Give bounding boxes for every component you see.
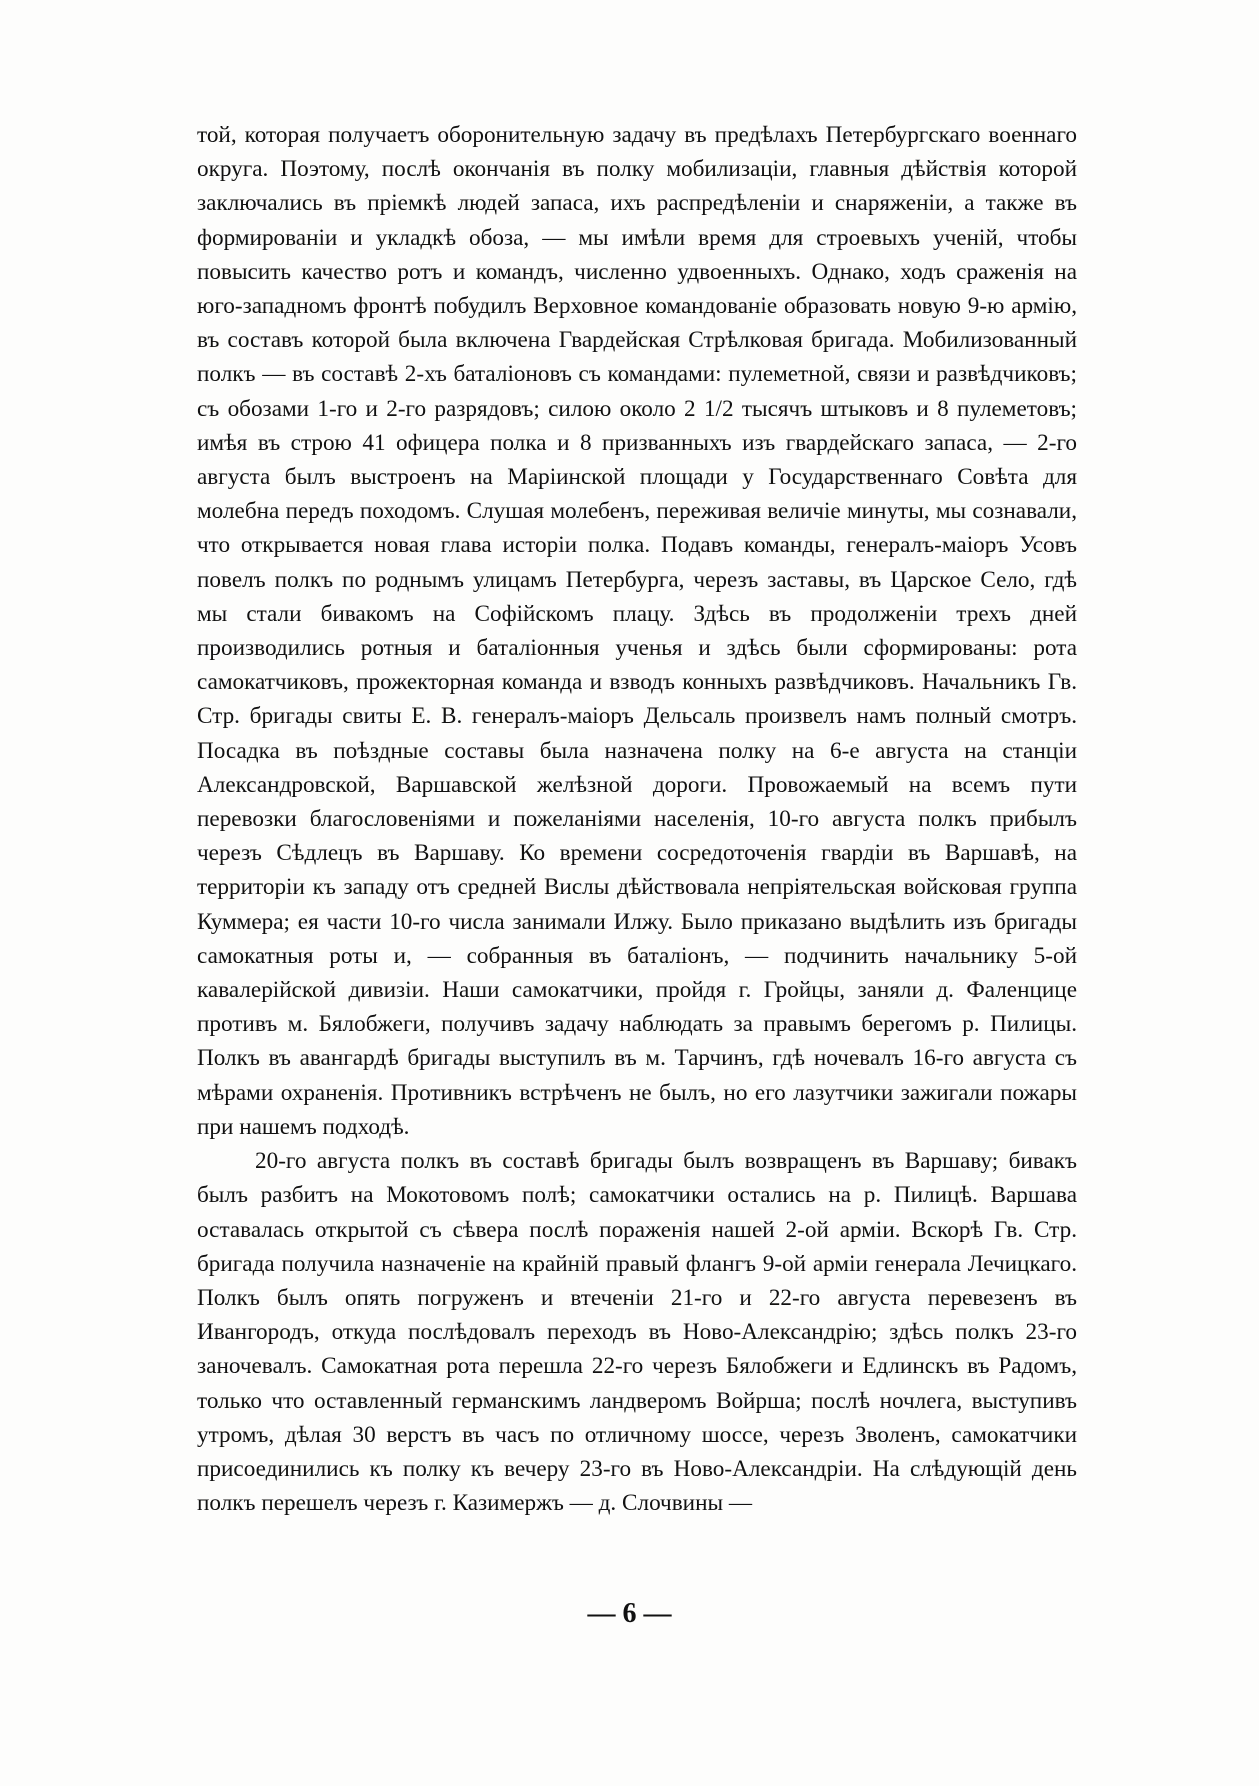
paragraph-1: той, которая получаетъ оборонительную задачу въ предѣлахъ Петербургскаго военнаго округа. Поэтому, послѣ окончанія въ полку мобилизаціи, главныя дѣйствія которой заключались въ пріемкѣ людей запаса, ихъ распредѣленіи и снаряженіи, а также въ формированіи и укладкѣ обоза, — мы имѣли время для строевыхъ ученій, чтобы повысить качество ротъ и командъ, численно удвоенныхъ. Однако, ходъ сраженія на юго-западномъ фронтѣ побудилъ Верховное командованіе образовать новую 9-ю армію, въ составъ которой была включена Гвардейская Стрѣлковая бригада. Мобилизованный полкъ — въ составѣ 2-хъ баталіоновъ съ командами: пулеметной, связи и развѣдчиковъ; съ обозами 1-го и 2-го разрядовъ; силою около 2 1/2 тысячъ штыковъ и 8 пулеметовъ; имѣя въ строю 41 офицера полка и 8 призванныхъ изъ гвардейскаго запаса, — 2-го августа былъ выстроенъ на Маріинской площади у Государственнаго Совѣта для молебна передъ походомъ. Слушая молебенъ, переживая величіе минуты, мы сознавали, что открывается новая глава исторіи полка. Подавъ команды, генералъ-маіоръ Усовъ повелъ полкъ по роднымъ улицамъ Петербурга, черезъ заставы, въ Царское Село, гдѣ мы стали бивакомъ на Софійскомъ плацу. Здѣсь въ продолженіи трехъ дней производились ротныя и баталіонныя ученья и здѣсь были сформированы: рота самокатчиковъ, прожекторная команда и взводъ конныхъ развѣдчиковъ. Начальникъ Гв. Стр. бригады свиты Е. В. генералъ-маіоръ Дельсаль произвелъ намъ полный смотръ. Посадка въ поѣздные составы была назначена полку на 6-е августа на станціи Александровской, Варшавской желѣзной дороги. Провожаемый на всемъ пути перевозки благословеніями и пожеланіями населенія, 10-го августа полкъ прибылъ черезъ Сѣдлецъ въ Варшаву. Ко времени сосредоточенія гвардіи въ Варшавѣ, на территоріи къ западу отъ средней Вислы дѣйствовала непріятельская войсковая группа Куммера; ея части 10-го числа занимали Илжу. Было приказано выдѣлить изъ бригады самокатныя роты и, — собранныя въ баталіонъ, — подчинить начальнику 5-ой кавалерійской дивизіи. Наши самокатчики, пройдя г. Гройцы, заняли д. Фаленцице противъ м. Бялобжеги, получивъ задачу наблюдать за правымъ берегомъ р. Пилицы. Полкъ въ авангардѣ бригады выступилъ въ м. Тарчинъ, гдѣ ночевалъ 16-го августа съ мѣрами охраненія. Противникъ встрѣченъ не былъ, но его лазутчики зажигали пожары при нашемъ подходѣ. — [197, 122, 1077, 1140]
page-number: — 6 — — [587, 1598, 672, 1629]
paragraph-2: 20-го августа полкъ въ составѣ бригады былъ возвращенъ въ Варшаву; бивакъ былъ разбитъ на Мокотовомъ полѣ; самокатчики остались на р. Пилицѣ. Варшава оставалась открытой съ сѣвера послѣ пораженія нашей 2-ой арміи. Вскорѣ Гв. Стр. бригада получила назначеніе на крайній правый флангъ 9-ой арміи генерала Лечицкаго. Полкъ былъ опять погруженъ и втеченіи 21-го и 22-го августа перевезенъ въ Ивангородъ, откуда послѣдовалъ переходъ въ Ново-Александрію; здѣсь полкъ 23-го заночевалъ. Самокатная рота перешла 22-го черезъ Бялобжеги и Едлинскъ въ Радомъ, только что оставленный германскимъ ландверомъ Войрша; послѣ ночлега, выступивъ утромъ, дѣлая 30 верстъ въ часъ по отличному шоссе, черезъ Зволенъ, самокатчики присоединились къ полку къ вечеру 23-го въ Ново-Александріи. На слѣдующій день полкъ перешелъ черезъ г. Казимержъ — д. Слочвины — — [197, 1148, 1077, 1517]
body-text — [197, 118, 1077, 1520]
